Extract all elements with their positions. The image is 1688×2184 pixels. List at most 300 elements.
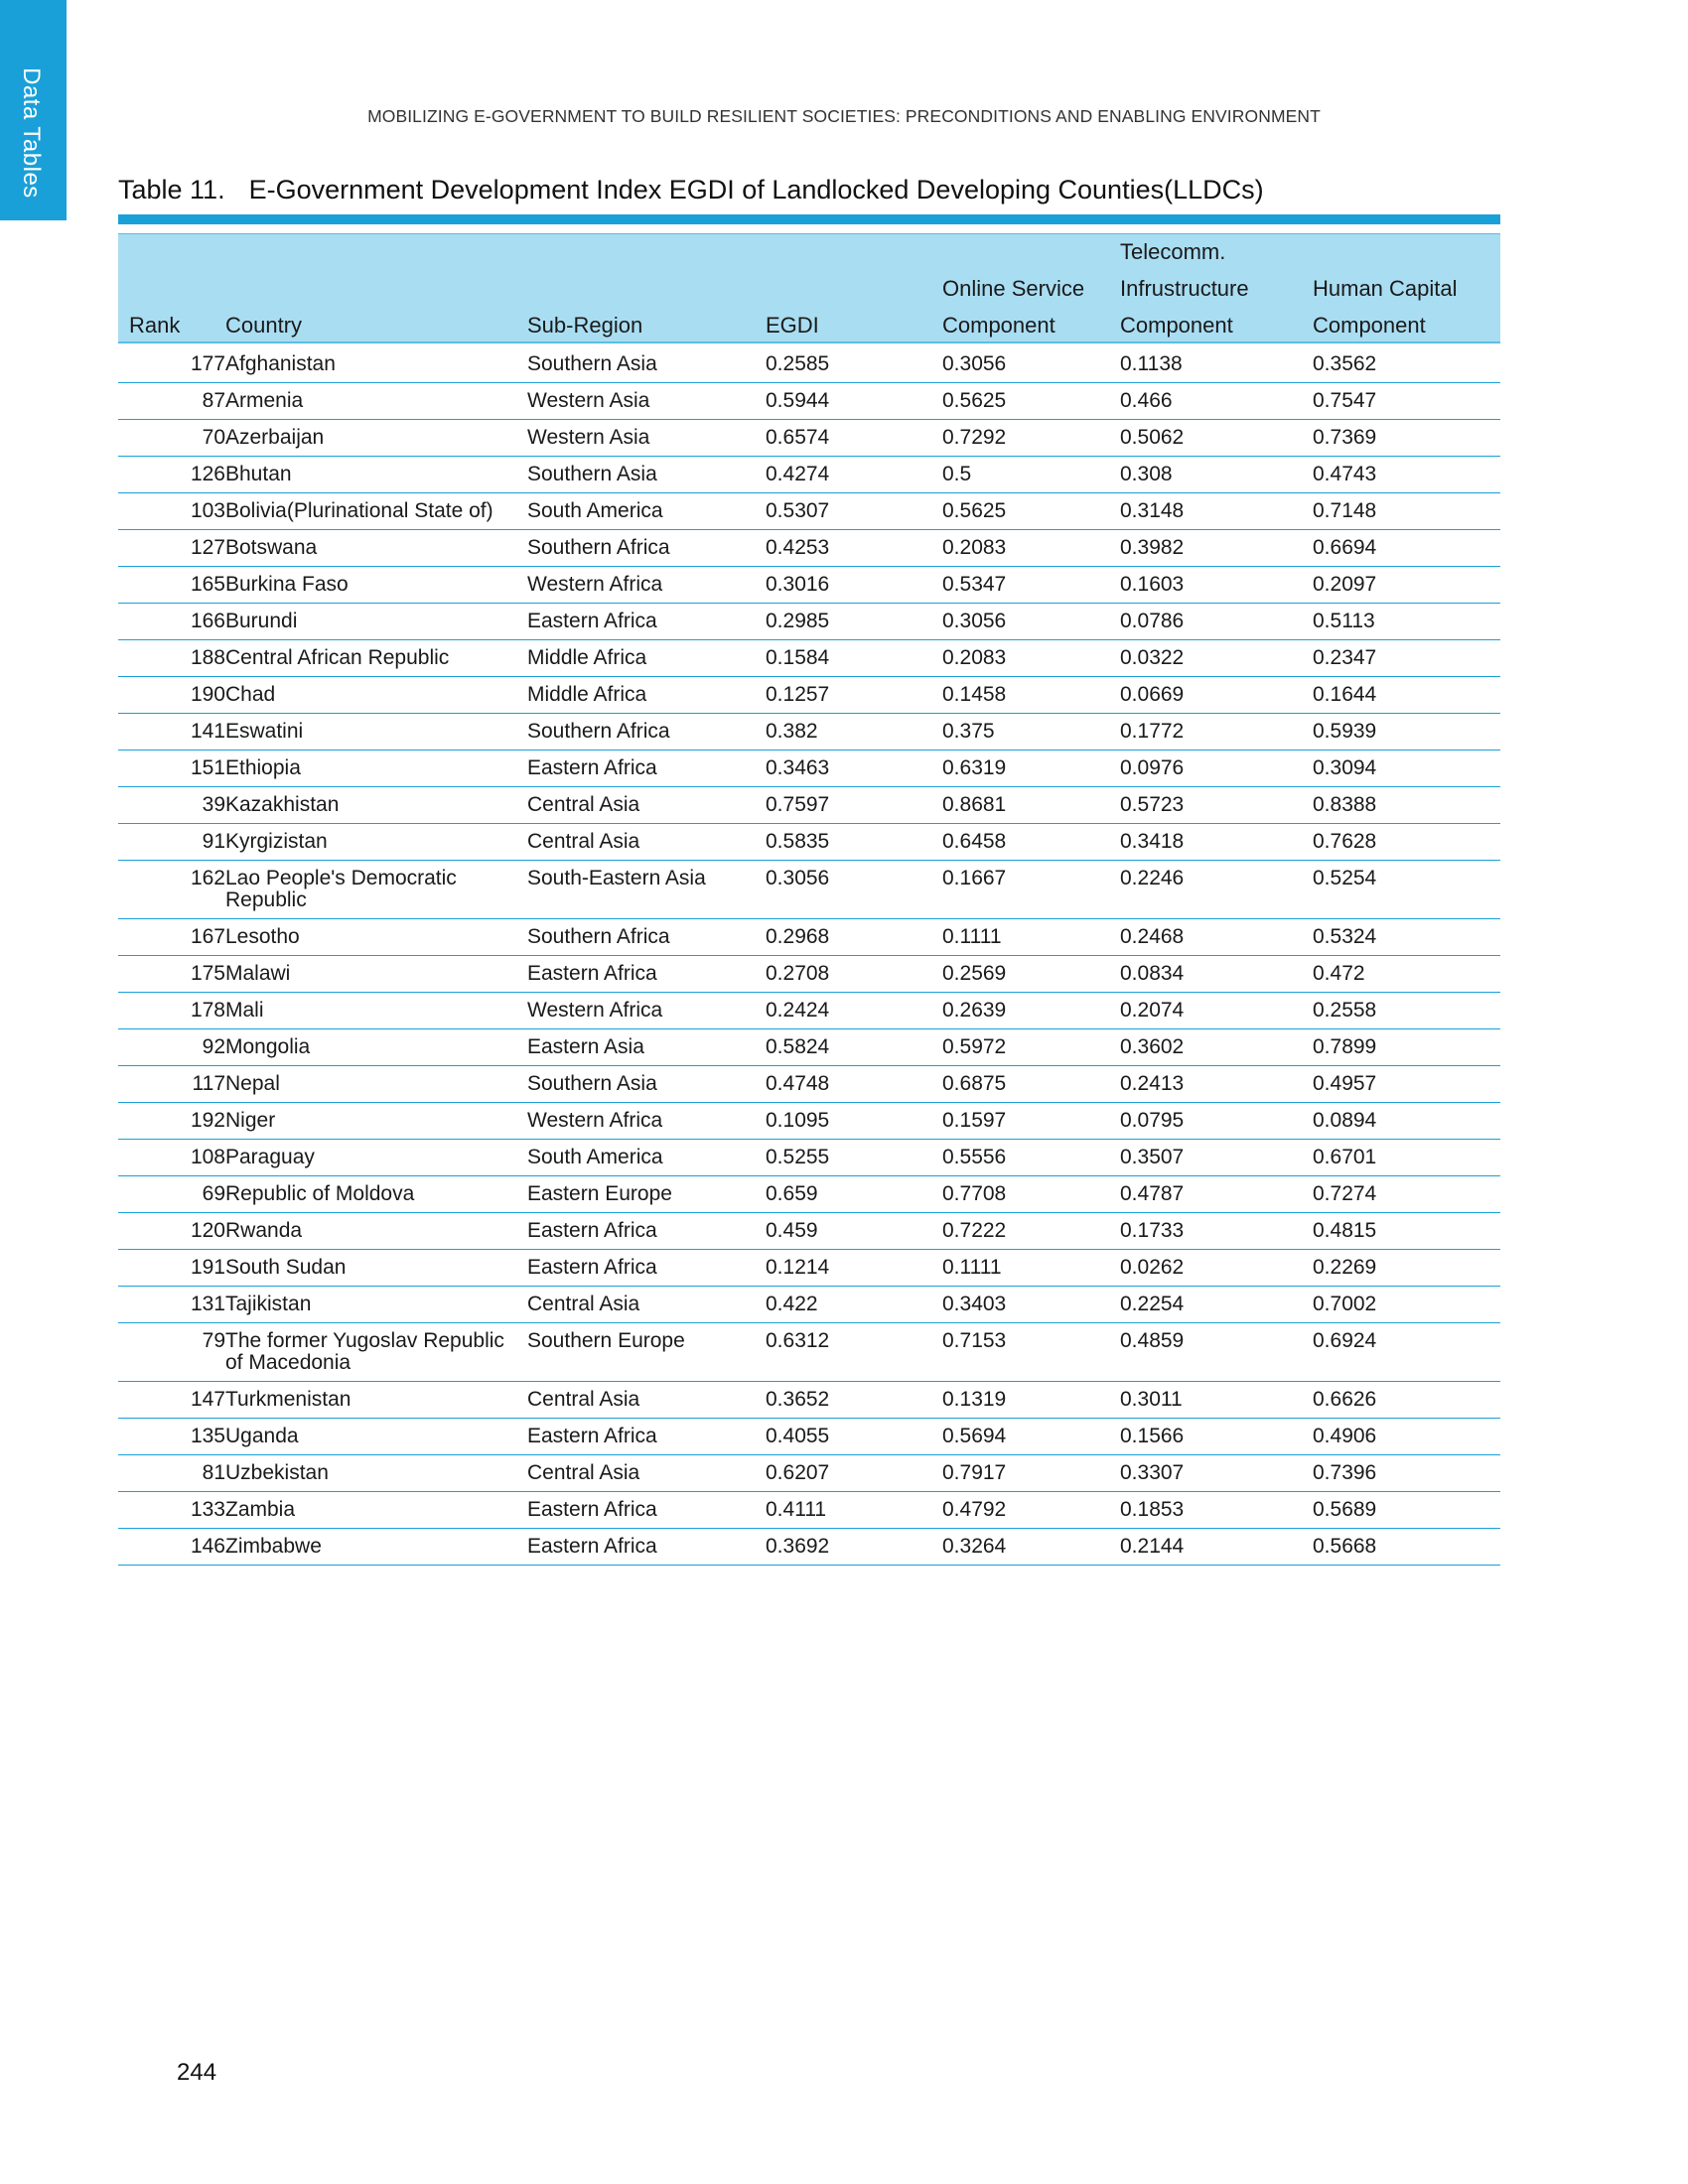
rank-value: 69 (202, 1182, 225, 1205)
cell-egdi: 0.422 (766, 1287, 942, 1323)
cell-country: Lesotho (225, 919, 527, 956)
cell-online-service: 0.375 (942, 714, 1120, 751)
cell-online-service: 0.4792 (942, 1492, 1120, 1529)
cell-telecom: 0.2254 (1120, 1287, 1313, 1323)
cell-subregion: Central Asia (527, 1287, 766, 1323)
cell-telecom: 0.0669 (1120, 677, 1313, 714)
cell-human-capital: 0.2269 (1313, 1250, 1500, 1287)
cell-online-service: 0.1458 (942, 677, 1120, 714)
cell-telecom: 0.0322 (1120, 640, 1313, 677)
cell-subregion: South-Eastern Asia (527, 861, 766, 919)
cell-subregion: Southern Africa (527, 714, 766, 751)
cell-rank (118, 919, 225, 956)
table-row (118, 1323, 1500, 1382)
cell-country: Mali (225, 993, 527, 1029)
cell-country: Kazakhistan (225, 787, 527, 824)
cell-online-service: 0.5972 (942, 1029, 1120, 1066)
cell-rank (118, 567, 225, 604)
cell-online-service: 0.8681 (942, 787, 1120, 824)
cell-country: Niger (225, 1103, 527, 1140)
cell-rank (118, 1103, 225, 1140)
cell-rank (118, 640, 225, 677)
rank-value: 177 (190, 352, 225, 375)
rank-value: 146 (190, 1535, 225, 1558)
header-subregion: Sub-Region (527, 313, 643, 338)
cell-rank (118, 824, 225, 861)
cell-online-service: 0.6319 (942, 751, 1120, 787)
cell-egdi: 0.3692 (766, 1529, 942, 1566)
cell-rank (118, 383, 225, 420)
cell-online-service: 0.5556 (942, 1140, 1120, 1176)
cell-country: Chad (225, 677, 527, 714)
cell-human-capital: 0.6701 (1313, 1140, 1500, 1176)
cell-country: Malawi (225, 956, 527, 993)
cell-rank (118, 677, 225, 714)
rank-value: 91 (202, 830, 225, 853)
header-telecom-line3: Component (1120, 313, 1233, 338)
cell-subregion: Central Asia (527, 787, 766, 824)
cell-online-service: 0.7708 (942, 1176, 1120, 1213)
cell-online-service: 0.5625 (942, 383, 1120, 420)
rank-value: 178 (190, 999, 225, 1022)
cell-country: The former Yugoslav Republic of Macedonia (225, 1323, 527, 1382)
cell-human-capital: 0.4957 (1313, 1066, 1500, 1103)
rank-value: 191 (190, 1256, 225, 1279)
cell-country: Turkmenistan (225, 1382, 527, 1419)
cell-telecom: 0.2468 (1120, 919, 1313, 956)
rank-value: 167 (190, 925, 225, 948)
cell-rank (118, 1250, 225, 1287)
cell-human-capital: 0.5254 (1313, 861, 1500, 919)
cell-human-capital: 0.5324 (1313, 919, 1500, 956)
cell-rank (118, 787, 225, 824)
cell-telecom: 0.0834 (1120, 956, 1313, 993)
cell-egdi: 0.459 (766, 1213, 942, 1250)
cell-country: Uganda (225, 1419, 527, 1455)
cell-telecom: 0.3011 (1120, 1382, 1313, 1419)
table-row (118, 604, 1500, 640)
cell-online-service: 0.3056 (942, 604, 1120, 640)
rank-value: 133 (190, 1498, 225, 1521)
cell-country: Burundi (225, 604, 527, 640)
cell-online-service: 0.7917 (942, 1455, 1120, 1492)
table-row (118, 1419, 1500, 1455)
cell-rank (118, 993, 225, 1029)
cell-online-service: 0.2639 (942, 993, 1120, 1029)
cell-rank (118, 1419, 225, 1455)
cell-egdi: 0.1095 (766, 1103, 942, 1140)
cell-country: Azerbaijan (225, 420, 527, 457)
cell-egdi: 0.5307 (766, 493, 942, 530)
table-number: Table 11. (118, 175, 225, 205)
cell-online-service: 0.3403 (942, 1287, 1120, 1323)
cell-rank (118, 493, 225, 530)
cell-country: Paraguay (225, 1140, 527, 1176)
cell-human-capital: 0.3562 (1313, 346, 1500, 383)
cell-subregion: Eastern Asia (527, 1029, 766, 1066)
cell-telecom: 0.1853 (1120, 1492, 1313, 1529)
table-row (118, 751, 1500, 787)
rank-value: 131 (190, 1293, 225, 1315)
cell-subregion: Central Asia (527, 1382, 766, 1419)
cell-rank (118, 1455, 225, 1492)
cell-rank (118, 1176, 225, 1213)
cell-egdi: 0.382 (766, 714, 942, 751)
table-row (118, 567, 1500, 604)
cell-country: Central African Republic (225, 640, 527, 677)
header-online-service-line2: Component (942, 313, 1055, 338)
cell-rank (118, 346, 225, 383)
cell-rank (118, 1287, 225, 1323)
rank-value: 87 (202, 389, 225, 412)
cell-egdi: 0.4253 (766, 530, 942, 567)
cell-human-capital: 0.6924 (1313, 1323, 1500, 1382)
cell-country: Tajikistan (225, 1287, 527, 1323)
table-row (118, 919, 1500, 956)
cell-country: Zimbabwe (225, 1529, 527, 1566)
header-rank: Rank (129, 313, 181, 338)
cell-human-capital: 0.7547 (1313, 383, 1500, 420)
cell-human-capital: 0.472 (1313, 956, 1500, 993)
cell-human-capital: 0.5668 (1313, 1529, 1500, 1566)
table-header-row (118, 233, 1500, 346)
table-row (118, 346, 1500, 383)
cell-telecom: 0.0786 (1120, 604, 1313, 640)
section-tab-label: Data Tables (18, 68, 45, 199)
table-row (118, 1140, 1500, 1176)
cell-rank (118, 1529, 225, 1566)
table-row (118, 1213, 1500, 1250)
cell-subregion: Southern Asia (527, 457, 766, 493)
cell-telecom: 0.3982 (1120, 530, 1313, 567)
cell-egdi: 0.5944 (766, 383, 942, 420)
cell-subregion: Central Asia (527, 1455, 766, 1492)
cell-telecom: 0.1733 (1120, 1213, 1313, 1250)
cell-human-capital: 0.2347 (1313, 640, 1500, 677)
table-row (118, 1103, 1500, 1140)
table-row (118, 1455, 1500, 1492)
header-egdi: EGDI (766, 313, 819, 338)
table-row (118, 861, 1500, 919)
cell-egdi: 0.6207 (766, 1455, 942, 1492)
cell-country: Armenia (225, 383, 527, 420)
cell-online-service: 0.1667 (942, 861, 1120, 919)
cell-country: Kyrgizistan (225, 824, 527, 861)
cell-online-service: 0.6875 (942, 1066, 1120, 1103)
table-row (118, 640, 1500, 677)
cell-online-service: 0.2569 (942, 956, 1120, 993)
cell-rank (118, 714, 225, 751)
cell-online-service: 0.7153 (942, 1323, 1120, 1382)
table-row (118, 1176, 1500, 1213)
cell-subregion: South America (527, 493, 766, 530)
cell-telecom: 0.3148 (1120, 493, 1313, 530)
cell-egdi: 0.2424 (766, 993, 942, 1029)
cell-egdi: 0.2708 (766, 956, 942, 993)
cell-subregion: Eastern Africa (527, 1250, 766, 1287)
cell-egdi: 0.2985 (766, 604, 942, 640)
cell-subregion: Eastern Africa (527, 1213, 766, 1250)
cell-online-service: 0.5625 (942, 493, 1120, 530)
cell-human-capital: 0.4743 (1313, 457, 1500, 493)
rank-value: 127 (190, 536, 225, 559)
cell-human-capital: 0.6626 (1313, 1382, 1500, 1419)
rank-value: 79 (202, 1329, 225, 1352)
rank-value: 175 (190, 962, 225, 985)
cell-telecom: 0.0976 (1120, 751, 1313, 787)
cell-human-capital: 0.4815 (1313, 1213, 1500, 1250)
cell-egdi: 0.6312 (766, 1323, 942, 1382)
cell-country: Zambia (225, 1492, 527, 1529)
cell-telecom: 0.3418 (1120, 824, 1313, 861)
rank-value: 81 (202, 1461, 225, 1484)
cell-telecom: 0.2246 (1120, 861, 1313, 919)
cell-country: Rwanda (225, 1213, 527, 1250)
rank-value: 188 (190, 646, 225, 669)
cell-telecom: 0.5723 (1120, 787, 1313, 824)
cell-telecom: 0.1603 (1120, 567, 1313, 604)
cell-telecom: 0.308 (1120, 457, 1313, 493)
cell-subregion: Eastern Africa (527, 1529, 766, 1566)
table-row (118, 714, 1500, 751)
rank-value: 39 (202, 793, 225, 816)
cell-subregion: Western Africa (527, 1103, 766, 1140)
header-country: Country (225, 313, 303, 338)
cell-egdi: 0.2968 (766, 919, 942, 956)
table-row (118, 420, 1500, 457)
cell-online-service: 0.7292 (942, 420, 1120, 457)
header-human-capital-line1: Human Capital (1313, 276, 1458, 301)
cell-human-capital: 0.0894 (1313, 1103, 1500, 1140)
cell-country: Republic of Moldova (225, 1176, 527, 1213)
cell-rank (118, 530, 225, 567)
cell-online-service: 0.1111 (942, 919, 1120, 956)
cell-telecom: 0.4787 (1120, 1176, 1313, 1213)
table-row (118, 993, 1500, 1029)
header-telecom-line2: Infrustructure (1120, 276, 1249, 301)
cell-subregion: Western Africa (527, 567, 766, 604)
cell-human-capital: 0.3094 (1313, 751, 1500, 787)
header-online-service (942, 233, 1120, 346)
table-row (118, 677, 1500, 714)
cell-country: Bhutan (225, 457, 527, 493)
rank-value: 192 (190, 1109, 225, 1132)
cell-egdi: 0.5835 (766, 824, 942, 861)
table-row (118, 457, 1500, 493)
cell-subregion: Western Africa (527, 993, 766, 1029)
cell-telecom: 0.3307 (1120, 1455, 1313, 1492)
table-title-text: E-Government Development Index EGDI of Landlocked Developing Counties(LLDCs) (248, 175, 1264, 205)
table-row (118, 1287, 1500, 1323)
rank-value: 165 (190, 573, 225, 596)
running-header: MOBILIZING E-GOVERNMENT TO BUILD RESILIENT SOCIETIES: PRECONDITIONS AND ENABLING ENVIRONMENT (367, 106, 1321, 126)
cell-rank (118, 1492, 225, 1529)
cell-rank (118, 1213, 225, 1250)
cell-egdi: 0.7597 (766, 787, 942, 824)
cell-egdi: 0.4274 (766, 457, 942, 493)
cell-human-capital: 0.2097 (1313, 567, 1500, 604)
cell-subregion: Western Asia (527, 383, 766, 420)
table-row (118, 956, 1500, 993)
cell-egdi: 0.3056 (766, 861, 942, 919)
cell-rank (118, 1029, 225, 1066)
cell-subregion: Eastern Africa (527, 1419, 766, 1455)
cell-telecom: 0.3507 (1120, 1140, 1313, 1176)
rank-value: 162 (190, 867, 225, 889)
title-rule (118, 214, 1500, 224)
cell-egdi: 0.5824 (766, 1029, 942, 1066)
cell-human-capital: 0.8388 (1313, 787, 1500, 824)
rank-value: 190 (190, 683, 225, 706)
table-row (118, 1529, 1500, 1566)
cell-online-service: 0.1319 (942, 1382, 1120, 1419)
table-row (118, 1029, 1500, 1066)
cell-telecom: 0.0795 (1120, 1103, 1313, 1140)
cell-egdi: 0.4055 (766, 1419, 942, 1455)
rank-value: 120 (190, 1219, 225, 1242)
cell-country: Burkina Faso (225, 567, 527, 604)
cell-egdi: 0.3463 (766, 751, 942, 787)
header-telecom-line1: Telecomm. (1120, 239, 1226, 264)
cell-human-capital: 0.2558 (1313, 993, 1500, 1029)
table-row (118, 383, 1500, 420)
cell-online-service: 0.5347 (942, 567, 1120, 604)
cell-human-capital: 0.7148 (1313, 493, 1500, 530)
cell-telecom: 0.2144 (1120, 1529, 1313, 1566)
rank-value: 147 (190, 1388, 225, 1411)
cell-subregion: Southern Asia (527, 346, 766, 383)
cell-telecom: 0.2074 (1120, 993, 1313, 1029)
header-human-capital-line2: Component (1313, 313, 1426, 338)
cell-rank (118, 861, 225, 919)
rank-value: 70 (202, 426, 225, 449)
cell-country: Nepal (225, 1066, 527, 1103)
cell-subregion: Central Asia (527, 824, 766, 861)
cell-country: Lao People's Democratic Republic (225, 861, 527, 919)
cell-egdi: 0.1257 (766, 677, 942, 714)
cell-human-capital: 0.5113 (1313, 604, 1500, 640)
table-row (118, 1382, 1500, 1419)
cell-egdi: 0.3016 (766, 567, 942, 604)
cell-human-capital: 0.7369 (1313, 420, 1500, 457)
cell-country: Afghanistan (225, 346, 527, 383)
cell-subregion: Southern Africa (527, 919, 766, 956)
rank-value: 92 (202, 1035, 225, 1058)
cell-online-service: 0.5 (942, 457, 1120, 493)
cell-telecom: 0.0262 (1120, 1250, 1313, 1287)
cell-rank (118, 1066, 225, 1103)
cell-telecom: 0.1772 (1120, 714, 1313, 751)
cell-telecom: 0.5062 (1120, 420, 1313, 457)
cell-country: Uzbekistan (225, 1455, 527, 1492)
header-online-service-line1: Online Service (942, 276, 1085, 301)
cell-egdi: 0.4111 (766, 1492, 942, 1529)
rank-value: 108 (190, 1146, 225, 1168)
cell-subregion: Middle Africa (527, 677, 766, 714)
cell-rank (118, 420, 225, 457)
egdi-table (118, 233, 1500, 1566)
cell-subregion: Southern Africa (527, 530, 766, 567)
cell-online-service: 0.6458 (942, 824, 1120, 861)
rank-value: 135 (190, 1425, 225, 1447)
table-row (118, 493, 1500, 530)
cell-egdi: 0.6574 (766, 420, 942, 457)
cell-country: Botswana (225, 530, 527, 567)
cell-egdi: 0.4748 (766, 1066, 942, 1103)
cell-online-service: 0.1111 (942, 1250, 1120, 1287)
cell-subregion: Eastern Africa (527, 751, 766, 787)
cell-human-capital: 0.7274 (1313, 1176, 1500, 1213)
table-row (118, 1250, 1500, 1287)
table-row (118, 787, 1500, 824)
cell-telecom: 0.4859 (1120, 1323, 1313, 1382)
cell-online-service: 0.3264 (942, 1529, 1120, 1566)
cell-subregion: Eastern Africa (527, 1492, 766, 1529)
cell-egdi: 0.3652 (766, 1382, 942, 1419)
rank-value: 103 (190, 499, 225, 522)
cell-human-capital: 0.5689 (1313, 1492, 1500, 1529)
cell-online-service: 0.3056 (942, 346, 1120, 383)
cell-telecom: 0.2413 (1120, 1066, 1313, 1103)
table-row (118, 1492, 1500, 1529)
cell-rank (118, 1140, 225, 1176)
table-row (118, 824, 1500, 861)
cell-egdi: 0.2585 (766, 346, 942, 383)
cell-country: South Sudan (225, 1250, 527, 1287)
cell-human-capital: 0.4906 (1313, 1419, 1500, 1455)
cell-subregion: Southern Asia (527, 1066, 766, 1103)
rank-value: 151 (190, 756, 225, 779)
cell-online-service: 0.1597 (942, 1103, 1120, 1140)
table-body (118, 346, 1500, 1566)
cell-human-capital: 0.5939 (1313, 714, 1500, 751)
cell-online-service: 0.5694 (942, 1419, 1120, 1455)
table-row (118, 530, 1500, 567)
cell-human-capital: 0.6694 (1313, 530, 1500, 567)
cell-country: Bolivia(Plurinational State of) (225, 493, 527, 530)
cell-country: Mongolia (225, 1029, 527, 1066)
cell-human-capital: 0.7899 (1313, 1029, 1500, 1066)
cell-rank (118, 1323, 225, 1382)
cell-telecom: 0.466 (1120, 383, 1313, 420)
header-telecom (1120, 233, 1313, 346)
rank-value: 141 (190, 720, 225, 743)
cell-egdi: 0.5255 (766, 1140, 942, 1176)
header-human-capital (1313, 233, 1500, 346)
cell-rank (118, 956, 225, 993)
cell-human-capital: 0.7396 (1313, 1455, 1500, 1492)
cell-online-service: 0.7222 (942, 1213, 1120, 1250)
cell-subregion: Middle Africa (527, 640, 766, 677)
cell-telecom: 0.1566 (1120, 1419, 1313, 1455)
cell-telecom: 0.3602 (1120, 1029, 1313, 1066)
cell-human-capital: 0.7628 (1313, 824, 1500, 861)
cell-country: Eswatini (225, 714, 527, 751)
cell-human-capital: 0.1644 (1313, 677, 1500, 714)
rank-value: 117 (192, 1072, 225, 1095)
cell-rank (118, 1382, 225, 1419)
cell-egdi: 0.1214 (766, 1250, 942, 1287)
cell-online-service: 0.2083 (942, 530, 1120, 567)
cell-subregion: South America (527, 1140, 766, 1176)
cell-country: Ethiopia (225, 751, 527, 787)
table-row (118, 1066, 1500, 1103)
cell-human-capital: 0.7002 (1313, 1287, 1500, 1323)
rank-value: 126 (190, 463, 225, 485)
cell-online-service: 0.2083 (942, 640, 1120, 677)
cell-telecom: 0.1138 (1120, 346, 1313, 383)
cell-subregion: Eastern Africa (527, 604, 766, 640)
